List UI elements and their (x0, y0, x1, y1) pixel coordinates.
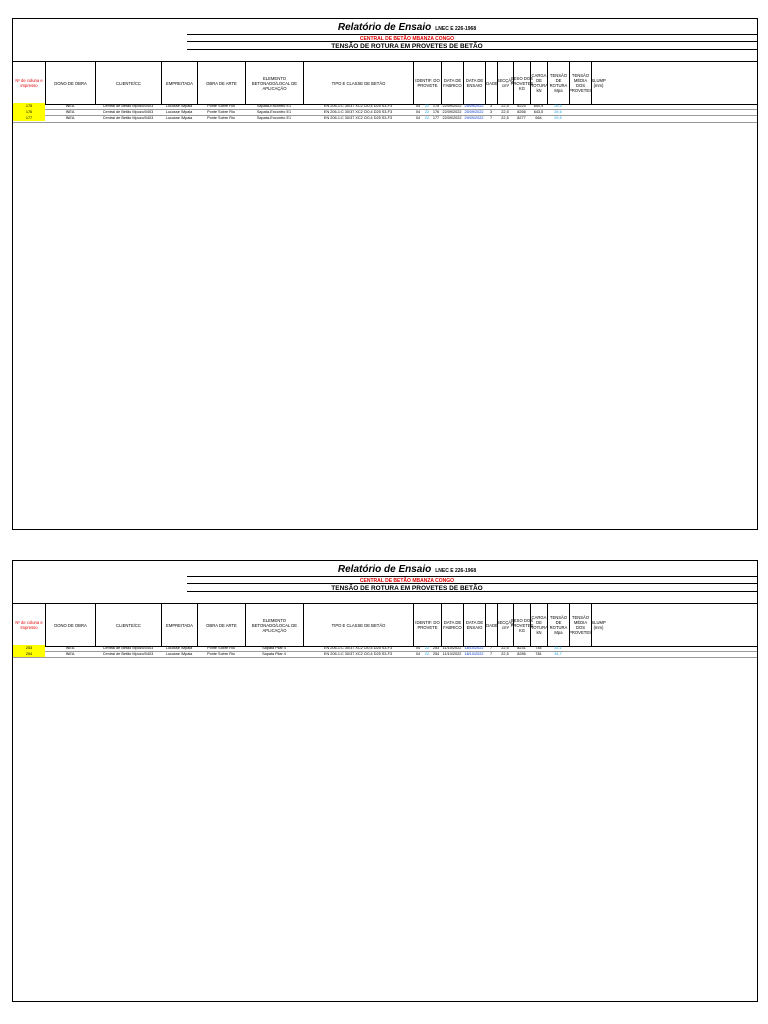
report-sheet (12, 18, 758, 530)
column-header: IDADE (485, 604, 497, 646)
column-header: SECÇÃO cm² (497, 62, 513, 104)
column-header: DONO DE OBRA (45, 62, 95, 104)
cell-n: 177 (13, 115, 45, 121)
cell-i3: 175 (432, 104, 440, 108)
cell-peso: 8266 (517, 110, 526, 115)
column-header: ELEMENTO BETONADO/LOCAL DE APLICAÇÃO (245, 604, 303, 646)
cell-cliente: Central de Betão Mpozo/0403 (102, 116, 154, 121)
column-header: Nº de coluna e Impresso (15, 620, 43, 630)
column-header: SLUMP (mm) (591, 604, 605, 646)
cell-carga: 643,5 (533, 110, 544, 115)
cell-cliente: Central de Betão Mpozo/0403 (102, 104, 154, 108)
table-header (13, 603, 757, 647)
cell-idade: 7 (489, 116, 493, 121)
cell-emp: Lucusse /Mpala (165, 652, 193, 657)
column-header: CARGA DE ROTURA kN (530, 62, 547, 104)
cell-obra: Ponte Sobre Rio (207, 104, 235, 108)
column-header: DATA DE FABRICO (441, 62, 463, 104)
cell-dono: INEA (65, 646, 75, 650)
cell-cliente: Central de Betão Mpozo/0403 (102, 652, 154, 657)
cell-elem: Sapata-Encontro E1 (256, 104, 292, 108)
cell-ten: 33,1 (554, 646, 562, 650)
column-header: CLIENTE/CC (95, 604, 161, 646)
column-header: IDENTIF. DO PROVETE (413, 62, 441, 104)
column-header: OBRA DE ARTE (197, 62, 245, 104)
cell-sec: 22,5 (501, 646, 509, 650)
column-header: EMPREITADA (161, 604, 197, 646)
cell-tipo: EN 206-1:C 30/37 XC2 Cl0,4 D25 S3-F3 (323, 646, 393, 650)
cell-id: 04 (415, 104, 421, 108)
report-subtitle: TENSÃO DE ROTURA EM PROVETES DE BETÃO (331, 43, 483, 50)
column-header: TIPO E CLASSE DE BETÃO (303, 62, 413, 104)
cell-id: 04 (415, 646, 421, 650)
cell-obra: Ponte Sobre Rio (207, 116, 235, 121)
cell-idade: 3 (489, 110, 493, 115)
cell-ten: 28,6 (554, 110, 562, 115)
cell-n: 176 (13, 109, 45, 115)
cell-i3: 177 (432, 116, 440, 121)
cell-dono: INEA (65, 110, 75, 115)
cell-n: 175 (13, 103, 45, 109)
cell-emp: Lucusse /Mpala (165, 104, 193, 108)
cell-emp: Lucusse /Mpala (165, 646, 193, 650)
cell-dono: INEA (65, 116, 75, 121)
cell-obra: Ponte Sobre Rio (207, 110, 235, 115)
cell-ens: 25/09/2022 (464, 110, 484, 115)
column-header: PESO DOS PROVETES KG (513, 604, 530, 646)
column-header: CLIENTE/CC (95, 62, 161, 104)
table-row (13, 115, 757, 122)
cell-ens: 18/10/2022 (464, 652, 484, 657)
column-header: DATA DE ENSAIO (463, 604, 485, 646)
cell-fab: 22/09/2022 (442, 104, 462, 108)
cell-n: 253 (13, 645, 45, 651)
cell-sec: 22,5 (501, 652, 509, 657)
cell-tipo: EN 206-1:C 30/37 XC2 Cl0,4 D25 S3-F3 (323, 110, 393, 115)
column-header: TENSÃO DE ROTURA Mpa (547, 62, 569, 104)
cell-i3: 254 (432, 652, 440, 657)
column-header: DONO DE OBRA (45, 604, 95, 646)
cell-fab: 11/10/2022 (442, 652, 462, 657)
column-header: SECÇÃO cm² (497, 604, 513, 646)
cell-i3: 176 (432, 110, 440, 115)
cell-id: 04 (415, 652, 421, 657)
cell-elem: Sapata-Encontro E1 (256, 110, 292, 115)
cell-peso: 8231 (517, 646, 526, 650)
cell-tipo: EN 206-1:C 30/37 XC2 Cl0,4 D25 S3-F3 (323, 116, 393, 121)
column-header: IDENTIF. DO PROVETE (413, 604, 441, 646)
table-header (13, 61, 757, 105)
column-header: TENSÃO DE ROTURA Mpa (547, 604, 569, 646)
cell-sec: 22,5 (501, 116, 509, 121)
column-header: TENSÃO MÉDIA DOS PROVETES (569, 604, 591, 646)
column-header: Nº de coluna e Impresso (15, 78, 43, 88)
cell-obra: Ponte Sobre Rio (207, 652, 235, 657)
column-header: OBRA DE ARTE (197, 604, 245, 646)
cell-i2: 22 (424, 646, 430, 650)
cell-elem: Sapata Pilar 4 (262, 646, 286, 650)
cell-ten: 34,7 (554, 652, 562, 657)
cell-emp: Lucusse /Mpala (165, 116, 193, 121)
column-header: TIPO E CLASSE DE BETÃO (303, 604, 413, 646)
cell-fab: 22/09/2022 (442, 110, 462, 115)
column-header: DATA DE ENSAIO (463, 62, 485, 104)
cell-fab: 22/09/2022 (442, 116, 462, 121)
cell-obra: Ponte Sobre Rio (207, 646, 235, 650)
cell-ten: 29,5 (554, 116, 562, 121)
column-header: EMPREITADA (161, 62, 197, 104)
cell-tipo: EN 206-1:C 30/37 XC2 Cl0,4 D25 S3-F3 (323, 652, 393, 657)
cell-ens: 18/10/2022 (464, 646, 484, 650)
cell-sec: 22,5 (501, 104, 509, 108)
report-header (57, 19, 757, 61)
cell-elem: Sapata Pilar 4 (262, 652, 286, 657)
cell-ens: 25/09/2022 (464, 104, 484, 108)
cell-dono: INEA (65, 652, 75, 657)
cell-i2: 22 (424, 652, 430, 657)
cell-n: 254 (13, 651, 45, 657)
column-header: SLUMP (mm) (591, 62, 605, 104)
cell-idade: 7 (489, 646, 493, 650)
cell-i3: 253 (432, 646, 440, 650)
cell-carga: 664 (535, 116, 542, 121)
cell-carga: 781 (535, 652, 542, 657)
cell-cliente: Central de Betão Mpozo/0403 (102, 110, 154, 115)
cell-carga: 640,9 (533, 104, 544, 108)
column-header: DATA DE FABRICO (441, 604, 463, 646)
report-sheet (12, 560, 758, 1002)
cell-ten: 28,5 (554, 104, 562, 108)
column-header: PESO DOS PROVETES KG (513, 62, 530, 104)
cell-tipo: EN 206-1:C 30/37 XC2 Cl0,4 D25 S3-F3 (323, 104, 393, 108)
cell-i2: 22 (424, 116, 430, 121)
report-title: Relatório de Ensaio LNEC E 226-1968 (337, 564, 477, 575)
cell-idade: 7 (489, 652, 493, 657)
cell-elem: Sapata-Encontro E1 (256, 116, 292, 121)
cell-emp: Lucusse /Mpala (165, 110, 193, 115)
cell-sec: 22,5 (501, 110, 509, 115)
client-name: CENTRAL DE BETÃO MBANZA CONGO (359, 36, 455, 42)
cell-ens: 29/09/2022 (464, 116, 484, 121)
column-header: TENSÃO MÉDIA DOS PROVETES (569, 62, 591, 104)
report-title: Relatório de Ensaio LNEC E 226-1968 (337, 22, 477, 33)
cell-id: 04 (415, 116, 421, 121)
table-row (13, 651, 757, 658)
cell-idade: 3 (489, 104, 493, 108)
column-header: CARGA DE ROTURA kN (530, 604, 547, 646)
report-header (57, 561, 757, 603)
cell-cliente: Central de Betão Mpozo/0403 (102, 646, 154, 650)
cell-peso: 8224 (517, 104, 526, 108)
cell-dono: INEA (65, 104, 75, 108)
column-header: ELEMENTO BETONADO/LOCAL DE APLICAÇÃO (245, 62, 303, 104)
cell-peso: 8286 (517, 652, 526, 657)
report-subtitle: TENSÃO DE ROTURA EM PROVETES DE BETÃO (331, 585, 483, 592)
cell-fab: 11/10/2022 (442, 646, 462, 650)
column-header: IDADE (485, 62, 497, 104)
client-name: CENTRAL DE BETÃO MBANZA CONGO (359, 578, 455, 584)
cell-id: 04 (415, 110, 421, 115)
cell-peso: 8277 (517, 116, 526, 121)
cell-i2: 22 (424, 104, 430, 108)
cell-i2: 22 (424, 110, 430, 115)
cell-carga: 744 (535, 646, 542, 650)
